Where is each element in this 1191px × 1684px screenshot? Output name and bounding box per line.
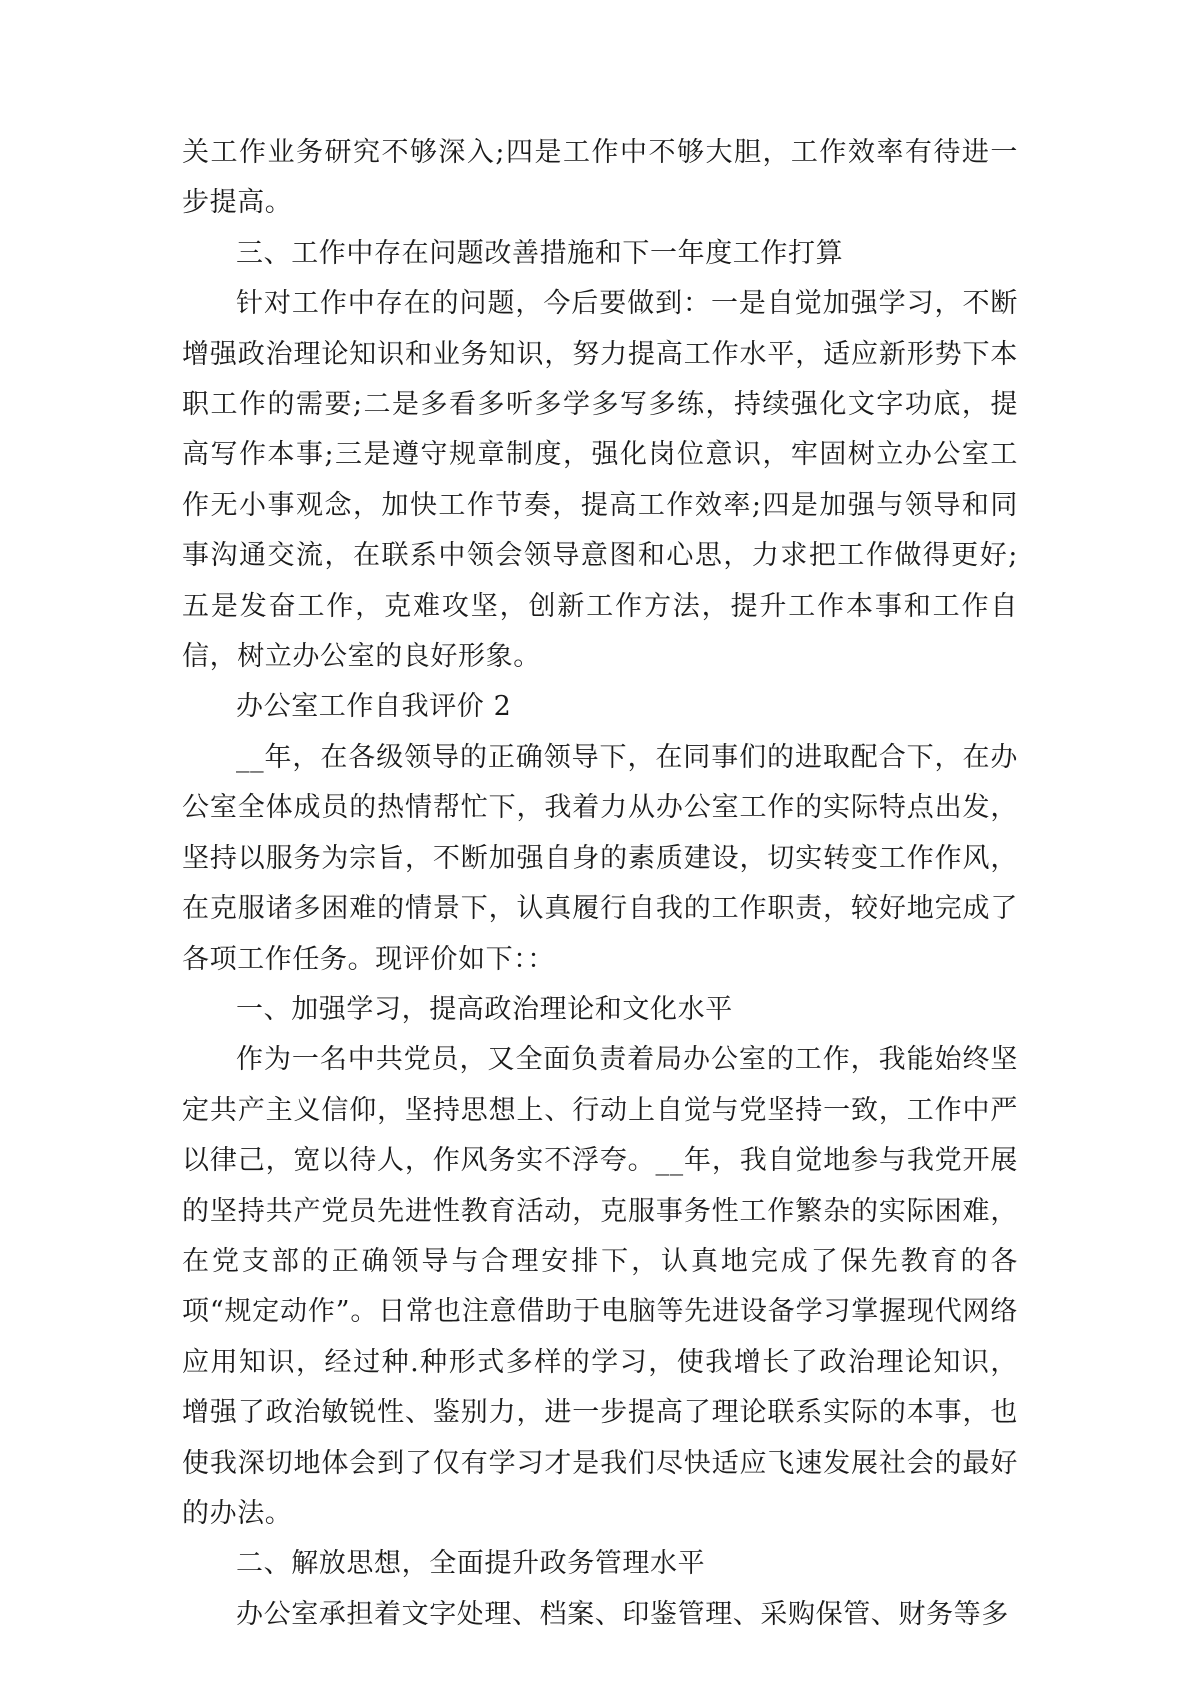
document-page [182,128,1018,1640]
paragraph: __年，在各级领导的正确领导下，在同事们的进取配合下，在办公室全体成员的热情帮忙下，我着力从办公室工作的实际特点出发，坚持以服务为宗旨，不断加强自身的素质建设，切实转变工作作风，在克服诸多困难的情景下，认真履行自我的工作职责，较好地完成了各项工作任务。现评价如下：： [182,741,1018,975]
section-heading-2: 二、解放思想，全面提升政务管理水平 [236,1548,706,1580]
section-heading-1: 一、加强学习，提高政治理论和文化水平 [236,993,733,1025]
section-heading-3: 三、工作中存在问题改善措施和下一年度工作打算 [236,237,844,269]
paragraph: 针对工作中存在的问题，今后要做到：一是自觉加强学习，不断增强政治理论知识和业务知识，努力提高工作水平，适应新形势下本职工作的需要;二是多看多听多学多写多练，持续强化文字功底，提高写作本事;三是遵守规章制度，强化岗位意识，牢固树立办公室工作无小事观念，加快工作节奏，提高工作效率;四是加强与领导和同事沟通交流，在联系中领会领导意图和心思，力求把工作做得更好;五是发奋工作，克难攻坚，创新工作方法，提升工作本事和工作自信，树立办公室的良好形象。 [182,288,1018,673]
paragraph-continuation: 关工作业务研究不够深入;四是工作中不够大胆，工作效率有待进一步提高。 [182,137,1018,219]
article-title: 办公室工作自我评价 2 [236,691,512,723]
paragraph: 办公室承担着文字处理、档案、印鉴管理、采购保管、财务等多 [236,1598,1009,1630]
paragraph: 作为一名中共党员，又全面负责着局办公室的工作，我能始终坚定共产主义信仰，坚持思想上、行动上自觉与党坚持一致，工作中严以律己，宽以待人，作风务实不浮夸。__年，我自觉地参与我党开展的坚持共产党员先进性教育活动，克服事务性工作繁杂的实际困难，在党支部的正确领导与合理安排下，认真地完成了保先教育的各项“规定动作”。日常也注意借助于电脑等先进设备学习掌握现代网络应用知识，经过种.种形式多样的学习，使我增长了政治理论知识，增强了政治敏锐性、鉴别力，进一步提高了理论联系实际的本事，也使我深切地体会到了仅有学习才是我们尽快适应飞速发展社会的最好的办法。 [182,1044,1018,1529]
